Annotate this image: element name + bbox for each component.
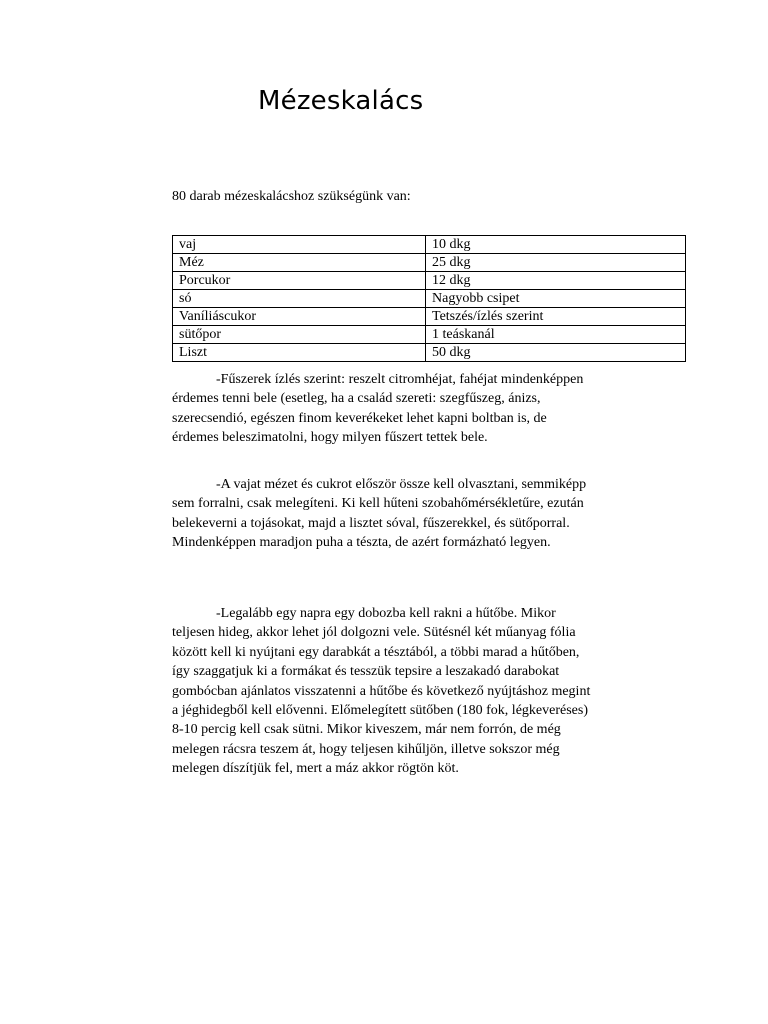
paragraph-text: -A vajat mézet és cukrot először össze kell olvasztani, semmiképp sem forralni, csak melegíteni. Ki kell hűteni szobahőmérsékletűre, ezután belekeverni a tojásokat, majd a lisztet sóval, fűszerekkel, és sütőporral. Mindenképpen maradjon puha a tészta, de azért formázható legyen. [172, 477, 587, 551]
paragraph-spices [172, 370, 592, 448]
paragraph-baking [172, 604, 592, 779]
ingredient-amount: 1 teáskanál [426, 326, 686, 344]
ingredient-name: Vaníliáscukor [173, 308, 426, 326]
paragraph-text: -Fűszerek ízlés szerint: reszelt citromhéjat, fahéjat mindenképpen érdemes tenni bele (esetleg, ha a család szereti: szegfűszeg, ánizs, szerecsendió, egészen finom keverékeket lehet kapni boltban is, de érdemes beleszimatolni, hogy milyen fűszert tettek bele. [172, 372, 584, 446]
ingredient-name: Liszt [173, 344, 426, 362]
table-row [173, 272, 686, 290]
ingredient-name: Porcukor [173, 272, 426, 290]
ingredient-amount: Nagyobb csipet [426, 290, 686, 308]
intro-text: 80 darab mézeskalácshoz szükségünk van: [172, 189, 411, 204]
table-row [173, 326, 686, 344]
ingredient-name: vaj [173, 236, 426, 254]
ingredient-name: Méz [173, 254, 426, 272]
document-title: Mézeskalács [258, 86, 424, 116]
paragraph-mixing [172, 475, 592, 553]
ingredient-amount: 25 dkg [426, 254, 686, 272]
paragraph-text: -Legalább egy napra egy dobozba kell rakni a hűtőbe. Mikor teljesen hideg, akkor lehet jól dolgozni vele. Sütésnél két műanyag fólia között kell ki nyújtani egy darabkát a tésztából, a többi marad a hűtőben, így szaggatjuk ki a formákat és tesszük tepsire a leszakadó darabokat gombócban ajánlatos visszatenni a hűtőbe és következő nyújtáshoz megint a jéghidegből kell elővenni. Előmelegített sütőben (180 fok, légkeveréses) 8-10 percig kell csak sütni. Mikor kiveszem, már nem forrón, de még melegen rácsra teszem át, hogy teljesen kihűljön, illetve sokszor még melegen díszítjük fel, mert a máz akkor rögtön köt. [172, 606, 591, 777]
table-row [173, 254, 686, 272]
ingredient-amount: 10 dkg [426, 236, 686, 254]
ingredient-name: sütőpor [173, 326, 426, 344]
table-row [173, 344, 686, 362]
ingredient-amount: 50 dkg [426, 344, 686, 362]
ingredient-amount: Tetszés/ízlés szerint [426, 308, 686, 326]
ingredient-amount: 12 dkg [426, 272, 686, 290]
table-row [173, 290, 686, 308]
table-row [173, 308, 686, 326]
table-row [173, 236, 686, 254]
ingredients-table [172, 235, 686, 362]
ingredient-name: só [173, 290, 426, 308]
